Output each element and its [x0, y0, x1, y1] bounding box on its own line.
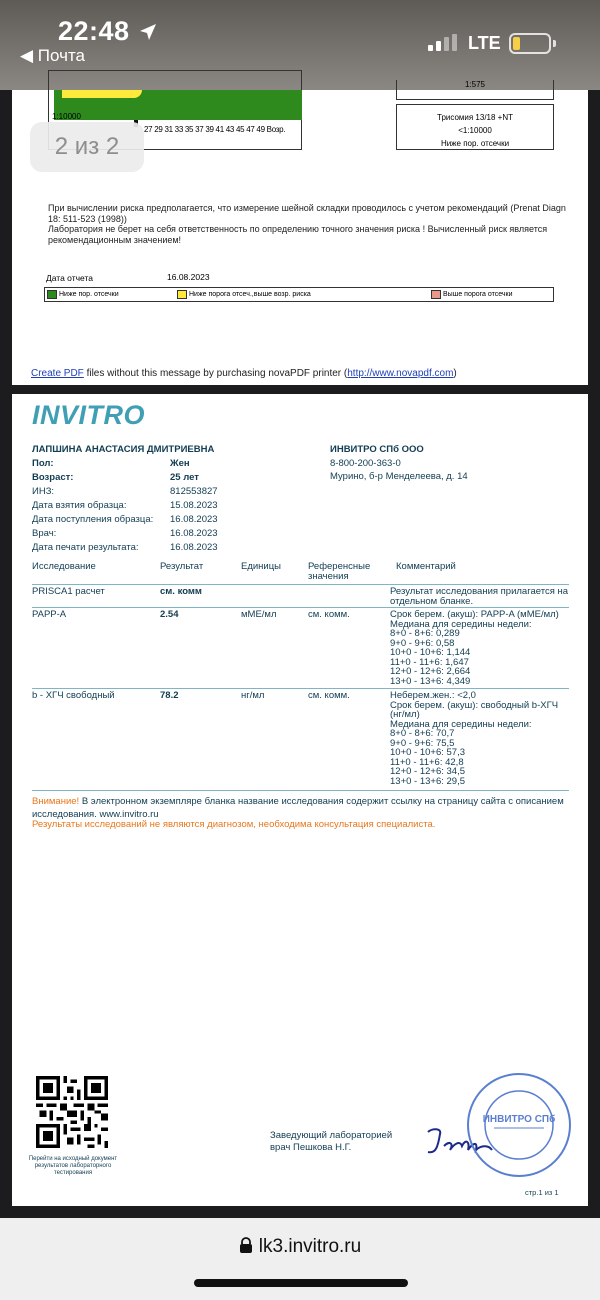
legend-label: Ниже порога отсеч.,выше возр. риска [189, 291, 311, 298]
col-header-test: Исследование [32, 561, 96, 572]
signature-block [270, 1130, 392, 1154]
col-header-units: Единицы [241, 561, 282, 572]
report-date-label: Дата отчета [46, 273, 94, 283]
chart-y-label: 1:10000 [52, 112, 81, 121]
info-value-sample-received: 16.08.2023 [170, 514, 218, 525]
page-number: стр.1 из 1 [525, 1188, 559, 1197]
row-hcg-units: нг/мл [241, 690, 265, 701]
patient-name: ЛАПШИНА АНАСТАСИЯ ДМИТРИЕВНА [32, 444, 215, 455]
novapdf-link[interactable]: http://www.novapdf.com [347, 368, 454, 379]
table-divider [32, 688, 569, 689]
info-label-sample-received: Дата поступления образца: [32, 514, 154, 525]
legend-swatch-red [431, 290, 441, 299]
info-label-sex: Пол: [32, 458, 54, 469]
trisomy-value: <1:10000 [458, 126, 492, 135]
info-label-inz: ИНЗ: [32, 486, 55, 497]
legend-swatch-yellow [177, 290, 187, 299]
info-label-print-date: Дата печати результата: [32, 542, 139, 553]
legend-item-between [177, 290, 311, 299]
risk-notes: При вычислении риска предполагается, что измерение шейной складки проводилось с учетом рекомендаций (Prenat Diagn 18: 511-523 (1998)) Лаборатория не берет на себя ответственность по определению точного значения риска ! Вычисленный риск является рекомендационным значением! [48, 203, 566, 245]
table-divider [32, 584, 569, 585]
signature-name: врач Пешкова Н.Г. [270, 1142, 352, 1153]
network-type: LTE [468, 33, 501, 53]
info-value-print-date: 16.08.2023 [170, 542, 218, 553]
trisomy-title: Трисомия 13/18 +NT [437, 113, 513, 122]
qr-caption: Перейти на исходный документ результатов лабораторного тестирования [28, 1156, 118, 1176]
row-pappa-reference: см. комм. [308, 609, 350, 620]
status-time: 22:48 [58, 16, 130, 46]
chart-yellow-curve [62, 90, 142, 98]
row-prisca-comment: Результат исследования прилагается на отдельном бланке. [390, 586, 569, 607]
lab-address: Мурино, б-р Менделеева, д. 14 [330, 471, 468, 482]
row-pappa-test[interactable]: PAPP-A [32, 609, 67, 620]
legend-label: Ниже пор. отсечки [59, 291, 119, 298]
qr-code-icon[interactable] [36, 1076, 108, 1148]
trisomy-21-box: 1:575 [396, 80, 554, 100]
pdf-page-2 [12, 394, 588, 1206]
page-indicator: 2 из 2 [30, 122, 144, 172]
back-to-mail-link[interactable]: ◀ Почта [20, 46, 86, 65]
info-value-sample-taken: 15.08.2023 [170, 500, 218, 511]
row-pappa-units: мМЕ/мл [241, 609, 277, 620]
row-pappa-result: 2.54 [160, 609, 179, 620]
row-prisca-test[interactable]: PRISCA1 расчет [32, 586, 105, 597]
col-header-result: Результат [160, 561, 204, 572]
warning-label: Внимание! [32, 796, 80, 807]
location-arrow-icon [138, 22, 158, 42]
info-label-sample-taken: Дата взятия образца: [32, 500, 127, 511]
disclaimer: Результаты исследований не являются диагнозом, необходима консультация специалиста. [32, 819, 436, 830]
url-text: lk3.invitro.ru [258, 1236, 362, 1257]
col-header-reference: Референсные значения [308, 561, 371, 582]
invitro-site-link[interactable]: www.invitro.ru [99, 808, 159, 820]
legend-item-below [47, 290, 119, 299]
row-hcg-test[interactable]: b - ХГЧ свободный [32, 690, 115, 701]
lab-phone: 8-800-200-363-0 [330, 458, 401, 469]
row-pappa-comment: Срок берем. (акуш): PAPP-A (мМЕ/мл) Медиана для середины недели: 8+0 - 8+6: 0,289 9+0 - 9+6: 0,58 10+0 - 10+6: 1,144 11+0 - 11+6: 1,647 12+0 - 12+6: 2,664 13+0 - 13+6: 4,349 [390, 609, 559, 687]
row-hcg-comment: Неберем.жен.: <2,0 Срок берем. (акуш): свободный b-ХГЧ (нг/мл) Медиана для середины недели: 8+0 - 8+6: 70,7 9+0 - 9+6: 75,5 10+0 - 10+6: 57,3 11+0 - 11+6: 42,8 12+0 - 12+6: 34,5 13+0 - 13+6: 29,5 [390, 690, 559, 787]
info-value-doctor: 16.08.2023 [170, 528, 218, 539]
legend-item-above [431, 290, 513, 299]
row-hcg-reference: см. комм. [308, 690, 350, 701]
legend-swatch-green [47, 290, 57, 299]
warning-text: В электронном экземпляре бланка название исследования содержит ссылку на страницу сайта с описанием исследования. [32, 796, 564, 820]
battery-tip [553, 40, 556, 47]
pdf-note-end: ) [453, 368, 457, 379]
invitro-logo: INVITRO [32, 400, 146, 430]
risk-legend [44, 287, 554, 302]
address-bar[interactable] [0, 1236, 600, 1258]
lock-icon [239, 1237, 253, 1253]
row-hcg-result: 78.2 [160, 690, 179, 701]
lab-name: ИНВИТРО СПб ООО [330, 444, 424, 455]
lab-stamp [464, 1070, 574, 1180]
legend-label: Выше порога отсечки [443, 291, 513, 298]
pdf-note-text: files without this message by purchasing novaPDF printer ( [83, 368, 348, 379]
battery-icon [509, 33, 551, 54]
info-label-doctor: Врач: [32, 528, 57, 539]
home-indicator[interactable] [194, 1279, 408, 1287]
info-value-age: 25 лет [170, 472, 199, 483]
warning-notice [32, 796, 572, 821]
table-divider [32, 607, 569, 608]
chart-x-ticks: 27 29 31 33 35 37 39 41 43 45 47 49 Возр. [144, 125, 286, 134]
trisomy-13-18-box [396, 104, 554, 150]
col-header-comment: Комментарий [396, 561, 456, 572]
row-prisca-result: см. комм [160, 586, 202, 597]
novapdf-note [31, 368, 457, 379]
info-value-inz: 812553827 [170, 486, 218, 497]
signature-title: Заведующий лабораторией [270, 1130, 393, 1141]
report-date: 16.08.2023 [167, 272, 210, 282]
signal-icon [428, 34, 458, 52]
info-label-age: Возраст: [32, 472, 74, 483]
trisomy-note: Ниже пор. отсечки [440, 139, 510, 148]
create-pdf-link[interactable]: Create PDF [31, 368, 84, 379]
table-divider [32, 790, 569, 791]
info-value-sex: Жен [170, 458, 190, 469]
stamp-text: ИНВИТРО СПб [482, 1114, 556, 1125]
browser-bottom-bar [0, 1218, 600, 1300]
